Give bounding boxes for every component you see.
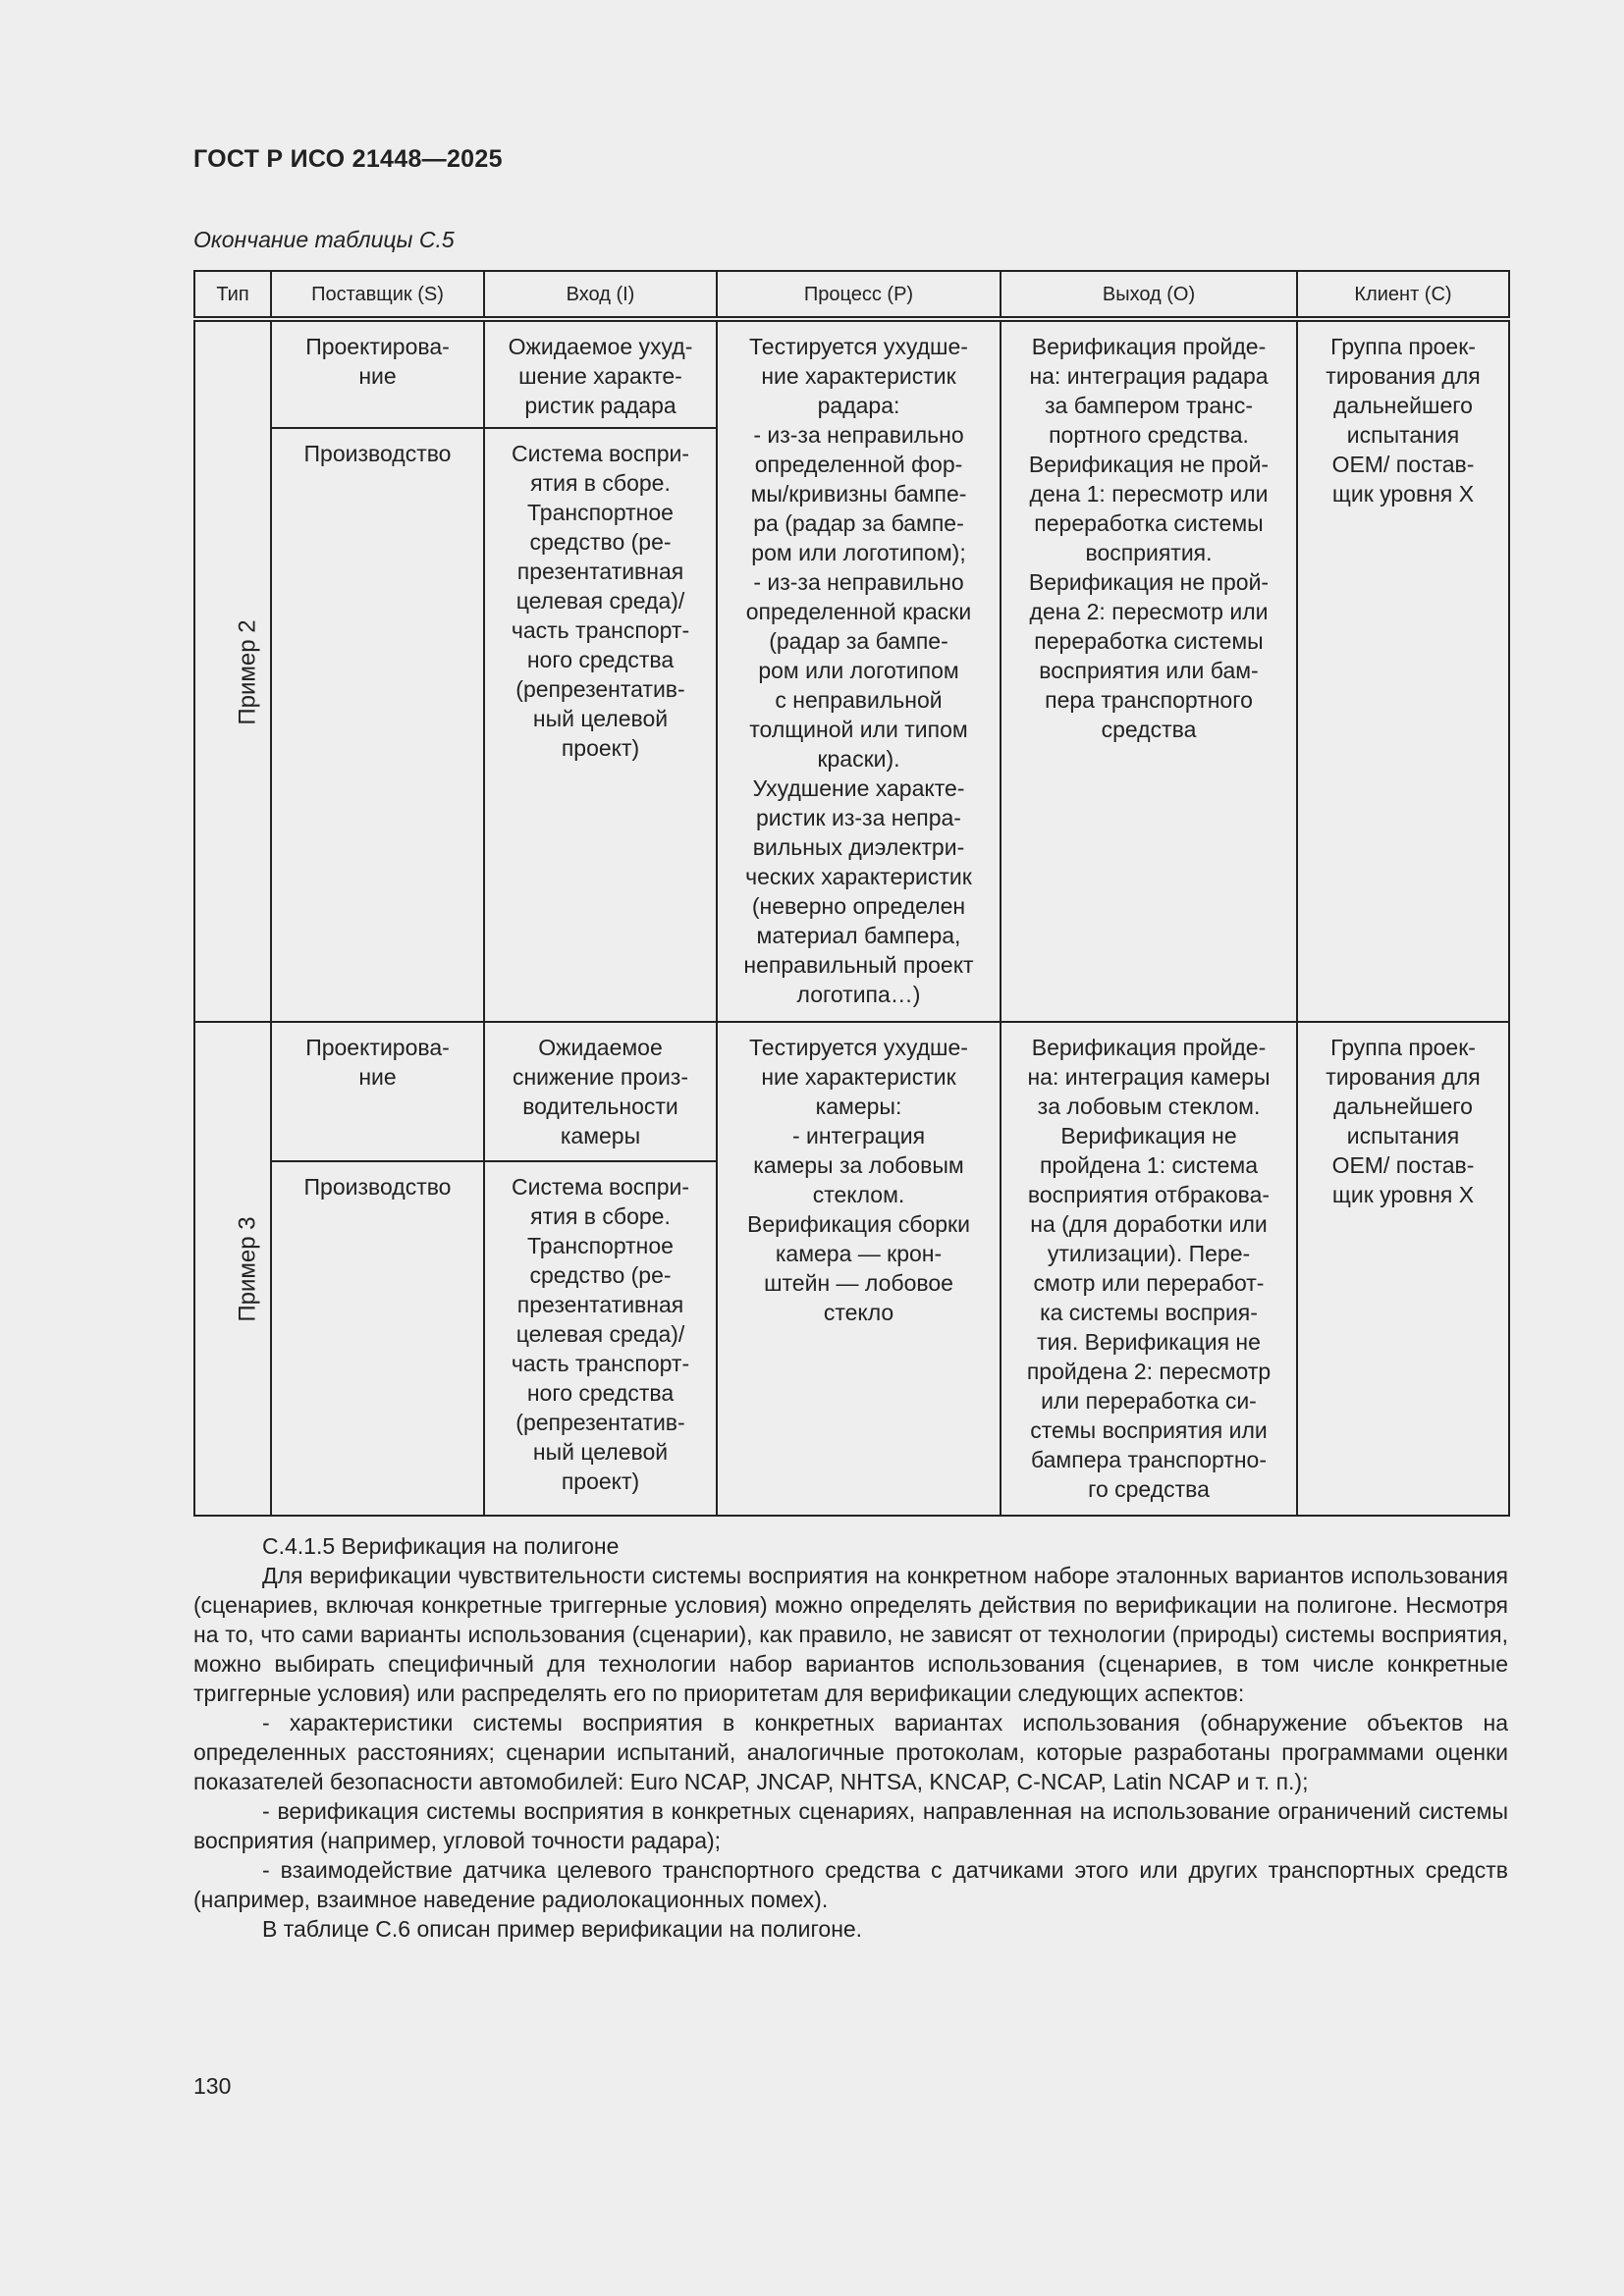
cell-line: с неправильной — [775, 687, 943, 713]
cell-line: тирования для — [1326, 363, 1481, 389]
cell-line: испытания — [1346, 1123, 1460, 1148]
cell-line: презентативная — [516, 1292, 684, 1317]
process-cell — [717, 319, 1001, 1022]
cell-line: стеклом. — [812, 1182, 905, 1207]
type-cell-example-2 — [194, 319, 271, 1022]
cell-line: ром или логотипом); — [751, 540, 966, 565]
cell-line: переработка системы — [1034, 510, 1264, 536]
cell-line: бампера транспортно- — [1030, 1447, 1267, 1472]
input-cell — [484, 319, 717, 428]
cell-line: щик уровня X — [1331, 1182, 1475, 1207]
cell-line: ятия в сборе. — [530, 470, 671, 496]
cell-line: проект) — [561, 735, 640, 761]
cell-line: водительности — [522, 1094, 678, 1119]
header-process: Процесс (P) — [717, 271, 1001, 319]
cell-line: смотр или переработ- — [1033, 1270, 1265, 1296]
cell-line: ческих характеристик — [745, 864, 972, 889]
cell-line: средство (ре- — [529, 529, 672, 555]
cell-line: Группа проек- — [1330, 1035, 1476, 1060]
cell-line: Система воспри- — [511, 1174, 690, 1200]
cell-line: Проектирова- — [305, 334, 450, 359]
cell-line: ка системы восприя- — [1040, 1300, 1258, 1325]
cell-line: восприятия отбракова- — [1027, 1182, 1271, 1207]
header-supplier: Поставщик (S) — [271, 271, 484, 319]
cell-line: дена 1: пересмотр или — [1029, 481, 1269, 507]
cell-line: OEM/ постав- — [1331, 452, 1475, 477]
cell-line: за лобовым стеклом. — [1037, 1094, 1261, 1119]
supplier-cell — [271, 1022, 484, 1161]
input-cell — [484, 1161, 717, 1516]
cell-line: испытания — [1346, 422, 1460, 448]
cell-line: часть транспорт- — [511, 617, 690, 643]
cell-line: (неверно определен — [751, 893, 966, 919]
cell-line: Верификация сборки — [747, 1211, 970, 1237]
supplier-cell — [271, 1161, 484, 1516]
cell-line: Верификация не прой- — [1028, 569, 1270, 595]
cell-line: на (для доработки или — [1030, 1211, 1268, 1237]
cell-line: (репрезентатив- — [515, 1410, 685, 1435]
cell-line: Верификация не — [1060, 1123, 1237, 1148]
cell-line: Ухудшение характе- — [752, 775, 965, 801]
cell-line: Группа проек- — [1330, 334, 1476, 359]
cell-line: Верификация пройде- — [1031, 334, 1267, 359]
cell-line: Система воспри- — [511, 441, 690, 466]
body-text — [193, 1531, 1508, 1944]
cell-line: снижение произ- — [512, 1064, 689, 1090]
cell-line: ристик из-за непра- — [756, 805, 961, 830]
cell-line: стекло — [823, 1300, 894, 1325]
cell-line: или переработка си- — [1041, 1388, 1257, 1414]
cell-line: камеры — [560, 1123, 641, 1148]
cell-line: камера — крон- — [775, 1241, 943, 1266]
cell-line: часть транспорт- — [511, 1351, 690, 1376]
table-header-row — [194, 271, 1509, 319]
cell-line: ристик радара — [524, 393, 677, 418]
cell-line: портного средства. — [1049, 422, 1249, 448]
supplier-cell — [271, 428, 484, 1022]
cell-line: Транспортное — [527, 1233, 674, 1258]
bullet-item: - взаимодействие датчика целевого транспортного средства с датчиками этого или других транспортных средств (например, взаимное наведение радиолокационных помех). — [193, 1857, 1508, 1912]
cell-line: дальнейшего — [1333, 1094, 1473, 1119]
cell-line: тия. Верификация не — [1037, 1329, 1261, 1355]
cell-line: за бампером транс- — [1045, 393, 1253, 418]
cell-line: восприятия. — [1085, 540, 1213, 565]
output-cell — [1001, 1022, 1297, 1516]
header-output: Выход (O) — [1001, 271, 1297, 319]
cell-line: Производство — [303, 441, 452, 466]
cell-line: (репрезентатив- — [515, 676, 685, 702]
bullet-item: - характеристики системы восприятия в конкретных вариантах использования (обнаружение объектов на определенных расстояниях; сценарии испытаний, аналогичные протоколам, которые разработаны программами оценки показателей безопасности автомобилей: Euro NCAP, JNCAP, NHTSA, KNCAP, C-NCAP, Latin NCAP и т. п.); — [193, 1710, 1508, 1794]
cell-line: Проектирова- — [305, 1035, 450, 1060]
page-number: 130 — [193, 2073, 232, 2099]
cell-line: восприятия или бам- — [1039, 658, 1259, 683]
output-cell — [1001, 319, 1297, 1022]
cell-line: Производство — [303, 1174, 452, 1200]
cell-line: Верификация не прой- — [1028, 452, 1270, 477]
cell-line: дена 2: пересмотр или — [1029, 599, 1269, 624]
client-cell — [1297, 319, 1509, 1022]
cell-line: определенной краски — [745, 599, 972, 624]
cell-line: (радар за бампе- — [769, 628, 948, 654]
cell-line: шение характе- — [518, 363, 682, 389]
cell-line: ра (радар за бампе- — [753, 510, 964, 536]
cell-line: ного средства — [526, 1380, 675, 1406]
cell-line: утилизации). Пере- — [1047, 1241, 1251, 1266]
cell-line: радара: — [817, 393, 900, 418]
cell-line: щик уровня X — [1331, 481, 1475, 507]
cell-line: Верификация пройде- — [1031, 1035, 1267, 1060]
cell-line: - из-за неправильно — [753, 569, 964, 595]
header-type: Тип — [194, 271, 271, 319]
input-cell — [484, 1022, 717, 1161]
cell-line: на: интеграция камеры — [1027, 1064, 1271, 1090]
cell-line: логотипа…) — [796, 982, 921, 1007]
closing-paragraph: В таблице С.6 описан пример верификации на полигоне. — [262, 1916, 863, 1942]
cell-line: ние — [358, 363, 397, 389]
section-heading: С.4.1.5 Верификация на полигоне — [262, 1533, 620, 1559]
cell-line: Ожидаемое ухуд- — [508, 334, 693, 359]
cell-line: средство (ре- — [529, 1262, 672, 1288]
cell-line: краски). — [817, 746, 900, 772]
table-row — [194, 1022, 1509, 1161]
cell-line: пройдена 2: пересмотр — [1026, 1359, 1272, 1384]
cell-line: ятия в сборе. — [530, 1203, 671, 1229]
cell-line: дальнейшего — [1333, 393, 1473, 418]
cell-line: камеры: — [815, 1094, 902, 1119]
cell-line: проект) — [561, 1468, 640, 1494]
cell-line: толщиной или типом — [749, 717, 968, 742]
cell-line: стемы восприятия или — [1030, 1417, 1268, 1443]
cell-line: целевая среда)/ — [515, 1321, 685, 1347]
cell-line: Ожидаемое — [538, 1035, 663, 1060]
cell-line: Тестируется ухудше- — [749, 1035, 968, 1060]
table-row — [194, 319, 1509, 428]
cell-line: пройдена 1: система — [1039, 1152, 1259, 1178]
cell-line: камеры за лобовым — [753, 1152, 964, 1178]
cell-line: средства — [1101, 717, 1197, 742]
cell-line: ние характеристик — [761, 1064, 956, 1090]
cell-line: на: интеграция радара — [1029, 363, 1269, 389]
cell-line: материал бампера, — [756, 923, 961, 948]
header-client: Клиент (C) — [1297, 271, 1509, 319]
supplier-cell — [271, 319, 484, 428]
cell-line: ние характеристик — [761, 363, 956, 389]
cell-line: го средства — [1088, 1476, 1210, 1502]
cell-line: пера транспортного — [1045, 687, 1253, 713]
cell-line: ние — [358, 1064, 397, 1090]
cell-line: определенной фор- — [754, 452, 963, 477]
input-cell — [484, 428, 717, 1022]
table-caption: Окончание таблицы С.5 — [193, 227, 455, 252]
sipoc-table — [193, 270, 1510, 1517]
cell-line: - из-за неправильно — [753, 422, 964, 448]
cell-line: - интеграция — [791, 1123, 926, 1148]
cell-line: штейн — лобовое — [764, 1270, 953, 1296]
cell-line: переработка системы — [1034, 628, 1264, 654]
cell-line: вильных диэлектри- — [752, 834, 965, 860]
client-cell — [1297, 1022, 1509, 1516]
cell-line: OEM/ постав- — [1331, 1152, 1475, 1178]
cell-line: тирования для — [1326, 1064, 1481, 1090]
cell-line: ный целевой — [532, 706, 669, 731]
type-label: Пример 2 — [234, 618, 261, 725]
cell-line: неправильный проект — [743, 952, 974, 978]
cell-line: ром или логотипом — [758, 658, 959, 683]
cell-line: презентативная — [516, 559, 684, 584]
cell-line: Транспортное — [527, 500, 674, 525]
cell-line: мы/кривизны бампе- — [750, 481, 967, 507]
type-cell-example-3 — [194, 1022, 271, 1516]
process-cell — [717, 1022, 1001, 1516]
cell-line: Тестируется ухудше- — [749, 334, 968, 359]
cell-line: ный целевой — [532, 1439, 669, 1465]
header-input: Вход (I) — [484, 271, 717, 319]
document-header: ГОСТ Р ИСО 21448—2025 — [193, 145, 503, 173]
cell-line: целевая среда)/ — [515, 588, 685, 614]
paragraph: Для верификации чувствительности системы восприятия на конкретном наборе эталонных вариантов использования (сценариев, включая конкретные триггерные условия) можно определять действия по верификации на полигоне. Несмотря на то, что сами варианты использования (сценарии), как правило, не зависят от технологии (природы) системы восприятия, можно выбирать специфичный для технологии набор вариантов использования (сценариев, в том числе конкретные триггерные условия) или распределять его по приоритетам для верификации следующих аспектов: — [193, 1563, 1508, 1706]
type-label: Пример 3 — [234, 1216, 261, 1322]
cell-line: ного средства — [526, 647, 675, 672]
bullet-item: - верификация системы восприятия в конкретных сценариях, направленная на использование ограничений системы восприятия (например, угловой точности радара); — [193, 1798, 1508, 1853]
